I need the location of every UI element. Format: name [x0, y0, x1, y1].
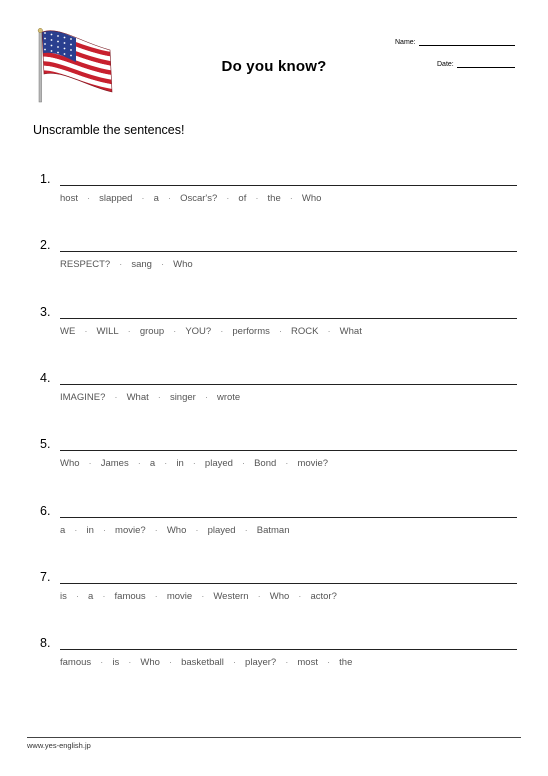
scrambled-word: famous — [114, 590, 146, 602]
word-separator: · — [164, 458, 168, 470]
scrambled-word: a — [88, 590, 94, 602]
question-item — [36, 504, 517, 544]
scrambled-word: Who — [173, 259, 193, 271]
word-separator: · — [285, 458, 289, 470]
scrambled-words — [60, 657, 352, 668]
word-separator: · — [137, 458, 141, 470]
question-item — [36, 238, 517, 278]
word-separator: · — [289, 193, 293, 204]
scrambled-word: played — [207, 524, 236, 536]
footer-divider — [27, 737, 521, 738]
instruction-text: Unscramble the sentences! — [33, 123, 185, 137]
answer-line[interactable] — [60, 649, 517, 650]
word-separator: · — [255, 193, 259, 204]
word-separator: · — [232, 657, 237, 669]
scrambled-word: WE — [60, 325, 76, 337]
scrambled-word: player? — [245, 657, 277, 669]
word-separator: · — [74, 524, 78, 536]
scrambled-word: the — [339, 657, 353, 669]
scrambled-words — [60, 259, 193, 270]
scrambled-word: singer — [169, 391, 196, 403]
scrambled-words — [60, 591, 337, 602]
question-number: 5. — [40, 437, 51, 452]
word-separator: · — [298, 590, 302, 602]
scrambled-word: What — [126, 391, 149, 403]
word-separator: · — [75, 590, 80, 602]
scrambled-words — [60, 326, 362, 337]
word-separator: · — [192, 458, 196, 470]
word-separator: · — [285, 657, 289, 669]
answer-line[interactable] — [60, 384, 517, 385]
word-separator: · — [327, 325, 331, 337]
scrambled-word: IMAGINE? — [60, 391, 106, 403]
word-separator: · — [226, 193, 230, 204]
scrambled-word: Bond — [254, 458, 277, 470]
scrambled-word: What — [339, 325, 362, 337]
word-separator: · — [119, 259, 123, 271]
scrambled-word: sang — [131, 259, 152, 271]
scrambled-word: RESPECT? — [60, 259, 111, 271]
scrambled-word: YOU? — [185, 325, 212, 337]
footer-url: www.yes-english.jp — [27, 741, 91, 750]
scrambled-word: basketball — [181, 657, 224, 669]
word-separator: · — [84, 325, 88, 337]
scrambled-word: in — [176, 458, 184, 470]
scrambled-word: famous — [60, 657, 92, 669]
scrambled-word: Western — [213, 590, 249, 602]
scrambled-word: Who — [60, 458, 80, 470]
word-separator: · — [168, 657, 173, 669]
scrambled-word: wrote — [216, 391, 241, 403]
scrambled-word: movie — [166, 590, 193, 602]
scrambled-word: in — [86, 524, 94, 536]
scrambled-word: the — [267, 193, 281, 204]
scrambled-words — [60, 193, 321, 204]
scrambled-word: performs — [232, 325, 270, 337]
scrambled-word: WILL — [96, 325, 119, 337]
word-separator: · — [86, 193, 91, 204]
word-separator: · — [167, 193, 172, 204]
name-label: Name: — [395, 39, 416, 46]
question-item — [36, 437, 517, 477]
question-item — [36, 570, 517, 610]
answer-line[interactable] — [60, 517, 517, 518]
answer-line[interactable] — [60, 185, 517, 186]
word-separator: · — [127, 325, 131, 337]
scrambled-word: host — [60, 193, 78, 204]
scrambled-words — [60, 392, 240, 403]
word-separator: · — [326, 657, 331, 669]
page-title: Do you know? — [221, 58, 327, 75]
question-item — [36, 172, 517, 212]
question-item — [36, 305, 517, 345]
scrambled-word: a — [60, 524, 66, 536]
scrambled-word: movie? — [115, 524, 146, 536]
word-separator: · — [195, 524, 199, 536]
date-field[interactable] — [437, 60, 515, 68]
scrambled-words — [60, 458, 328, 469]
date-line — [457, 60, 515, 68]
scrambled-word: movie? — [297, 458, 329, 470]
word-separator: · — [100, 657, 104, 669]
question-number: 6. — [40, 503, 51, 518]
scrambled-word: of — [238, 193, 247, 204]
question-number: 2. — [40, 238, 51, 253]
scrambled-word: actor? — [310, 590, 337, 602]
word-separator: · — [88, 458, 92, 470]
scrambled-word: played — [204, 458, 233, 470]
word-separator: · — [257, 590, 261, 602]
scrambled-word: most — [297, 657, 318, 669]
word-separator: · — [114, 391, 118, 403]
question-item — [36, 636, 517, 676]
scrambled-word: Batman — [256, 524, 290, 536]
word-separator: · — [128, 657, 132, 669]
scrambled-word: Who — [301, 193, 322, 204]
word-separator: · — [204, 391, 208, 403]
question-number: 1. — [40, 172, 51, 186]
word-separator: · — [154, 524, 158, 536]
name-field[interactable] — [395, 38, 515, 46]
word-separator: · — [160, 259, 165, 271]
scrambled-word: a — [149, 458, 156, 470]
word-separator: · — [141, 193, 145, 204]
answer-line[interactable] — [60, 318, 517, 319]
answer-line[interactable] — [60, 450, 517, 451]
scrambled-word: a — [153, 193, 159, 204]
answer-line[interactable] — [60, 583, 517, 584]
word-separator: · — [244, 524, 248, 536]
word-separator: · — [102, 524, 107, 536]
scrambled-word: James — [100, 458, 129, 470]
word-separator: · — [157, 391, 161, 403]
word-separator: · — [154, 590, 158, 602]
question-number: 7. — [40, 569, 51, 584]
question-number: 3. — [40, 304, 51, 319]
scrambled-word: ROCK — [291, 325, 319, 337]
word-separator: · — [173, 325, 177, 337]
question-number: 4. — [40, 370, 51, 385]
word-separator: · — [241, 458, 246, 470]
date-label: Date: — [437, 61, 454, 68]
scrambled-word: is — [60, 590, 67, 602]
word-separator: · — [220, 325, 224, 337]
question-item — [36, 371, 517, 411]
scrambled-words — [60, 525, 289, 536]
scrambled-word: Who — [140, 657, 160, 669]
name-line — [419, 38, 515, 46]
word-separator: · — [278, 325, 283, 337]
word-separator: · — [102, 590, 106, 602]
word-separator: · — [201, 590, 205, 602]
scrambled-word: Who — [269, 590, 290, 602]
answer-line[interactable] — [60, 251, 517, 252]
question-number: 8. — [40, 636, 51, 651]
scrambled-word: slapped — [99, 193, 133, 204]
scrambled-word: is — [112, 657, 120, 669]
scrambled-word: Oscar's? — [180, 193, 218, 204]
scrambled-word: Who — [166, 524, 187, 536]
scrambled-word: group — [139, 325, 165, 337]
